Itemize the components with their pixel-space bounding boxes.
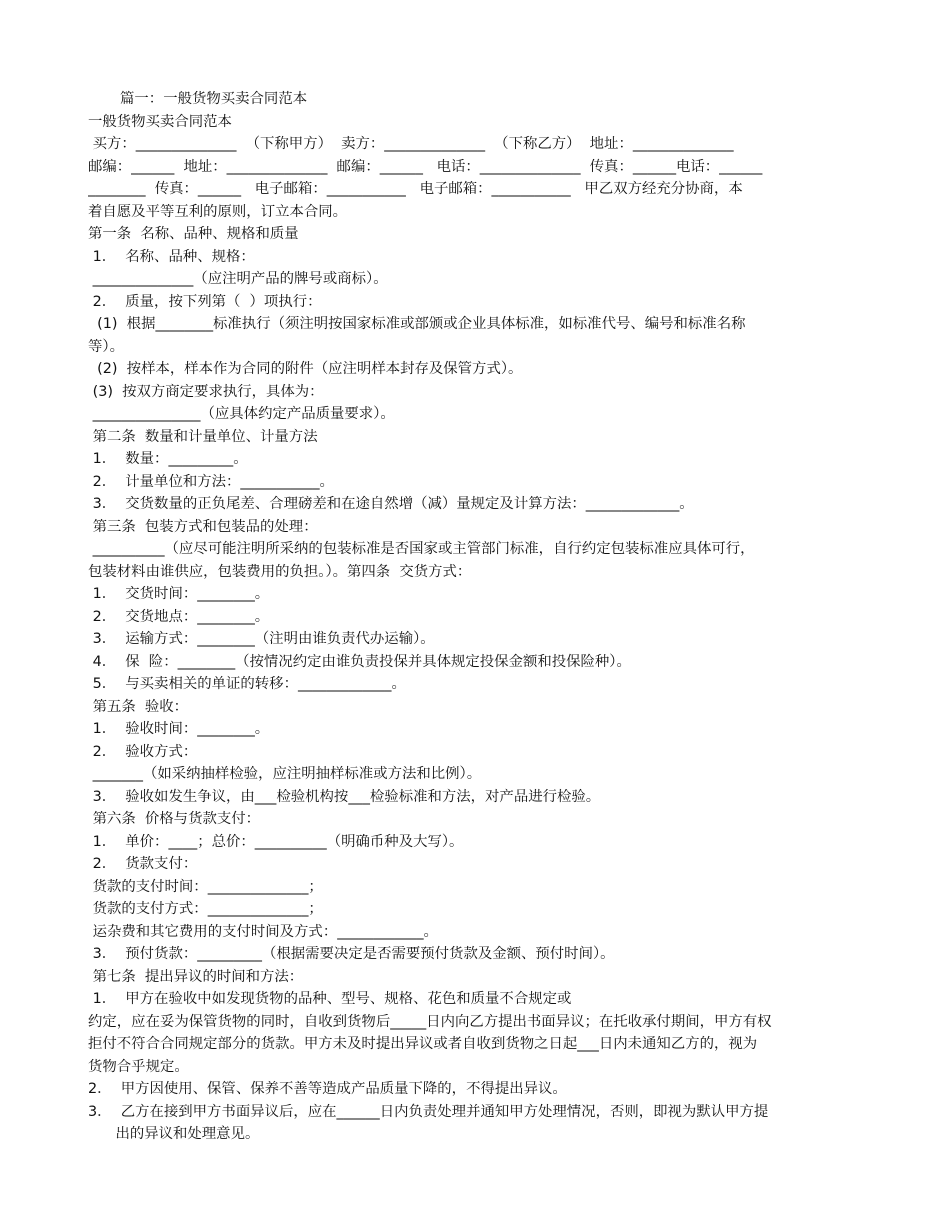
- clause-line: 运杂费和其它费用的支付时间及方式：____________。: [88, 923, 438, 940]
- clause-line: (3) 按双方商定要求执行，具体为：: [88, 383, 324, 400]
- paragraph-line: 着自愿及平等互利的原则，订立本合同。: [88, 203, 348, 220]
- clause-line: ______________（应注明产品的牌号或商标）。: [88, 271, 388, 287]
- article-heading: 第七条 提出异议的时间和方法：: [88, 968, 304, 985]
- article-heading: 第五条 验收：: [88, 698, 189, 715]
- clause-line: (2) 按样本，样本作为合同的附件（应注明样本封存及保管方式）。: [88, 361, 523, 377]
- clause-line: 货物合乎规定。: [88, 1058, 189, 1075]
- party-info-line: 买方：______________ （下称甲方） 卖方：______________ （下称乙方） 地址：______________: [88, 136, 734, 152]
- clause-line: 包装材料由谁供应，包装费用的负担。）。第四条 交货方式：: [88, 563, 472, 580]
- clause-line: 1． 单价：____；总价：__________（明确币种及大写）。: [88, 833, 464, 850]
- clause-line: 2． 计量单位和方法：___________。: [88, 473, 334, 490]
- clause-line: 4． 保 险：________（按情况约定由谁负责投保并具体规定投保金额和投保险种）。: [88, 653, 631, 670]
- clause-line: 2． 甲方因使用、保管、保养不善等造成产品质量下降的，不得提出异议。: [88, 1081, 567, 1097]
- clause-line: 5． 与买卖相关的单证的转移：_____________。: [88, 676, 406, 692]
- clause-line: 1． 验收时间：________。: [88, 721, 270, 737]
- clause-line: 3． 交货数量的正负尾差、合理磅差和在途自然增（减）量规定及计算方法：_____________。: [88, 496, 694, 512]
- clause-line: 2． 货款支付：: [88, 856, 198, 872]
- clause-line: _______（如采纳抽样检验，应注明抽样标准或方法和比例）。: [88, 766, 482, 782]
- clause-line: 拒付不符合合同规定部分的货款。甲方未及时提出异议或者自收到货物之日起___日内未通知乙方的，视为: [88, 1036, 758, 1052]
- clause-line: (1) 根据________标准执行（须注明按国家标准或部颁或企业具体标准，如标准代号、编号和标准名称: [88, 316, 746, 332]
- section-heading: 篇一：一般货物买卖合同范本: [88, 91, 308, 107]
- clause-line: 1． 数量：_________。: [88, 451, 248, 467]
- clause-line: 2． 质量，按下列第（ ）项执行：: [88, 293, 322, 310]
- clause-line: 等）。: [88, 338, 124, 355]
- clause-line: 出的异议和处理意见。: [88, 1126, 260, 1142]
- contract-title: 一般货物买卖合同范本: [88, 113, 232, 130]
- clause-line: 1． 交货时间：________。: [88, 586, 270, 602]
- clause-line: 3． 预付货款：_________（根据需要决定是否需要预付货款及金额、预付时间）。: [88, 946, 615, 962]
- clause-line: 3． 运输方式：________（注明由谁负责代办运输）。: [88, 631, 435, 647]
- party-info-line: ________ 传真：______ 电子邮箱：___________ 电子邮箱：___________ 甲乙双方经充分协商，本: [88, 181, 743, 197]
- clause-line: 1． 名称、品种、规格：: [88, 248, 255, 265]
- clause-line: 2． 验收方式：: [88, 743, 198, 760]
- article-heading: 第三条 包装方式和包装品的处理：: [88, 518, 318, 535]
- clause-line: 货款的支付方式：______________；: [88, 901, 323, 917]
- clause-line: 3． 乙方在接到甲方书面异议后，应在______日内负责处理并通知甲方处理情况，否则，即视为默认甲方提: [88, 1103, 769, 1120]
- party-info-line: 邮编：______ 地址：______________ 邮编：______ 电话：______________ 传真：______电话：______: [88, 158, 763, 175]
- clause-line: _______________（应具体约定产品质量要求）。: [88, 406, 395, 422]
- clause-line: 1． 甲方在验收中如发现货物的品种、型号、规格、花色和质量不合规定或: [88, 991, 572, 1007]
- clause-line: 货款的支付时间：______________；: [88, 878, 323, 895]
- clause-line: 2． 交货地点：________。: [88, 608, 270, 625]
- clause-line: 约定，应在妥为保管货物的同时，自收到货物后_____日内向乙方提出书面异议；在托收承付期间，甲方有权: [88, 1013, 772, 1030]
- article-heading: 第一条 名称、品种、规格和质量: [88, 226, 299, 242]
- article-heading: 第二条 数量和计量单位、计量方法: [88, 428, 318, 445]
- clause-line: __________（应尽可能注明所采纳的包装标准是否国家或主管部门标准，自行约定包装标准应具体可行，: [88, 541, 755, 557]
- article-heading: 第六条 价格与货款支付：: [88, 811, 261, 827]
- clause-line: 3． 验收如发生争议，由___检验机构按___检验标准和方法，对产品进行检验。: [88, 788, 601, 805]
